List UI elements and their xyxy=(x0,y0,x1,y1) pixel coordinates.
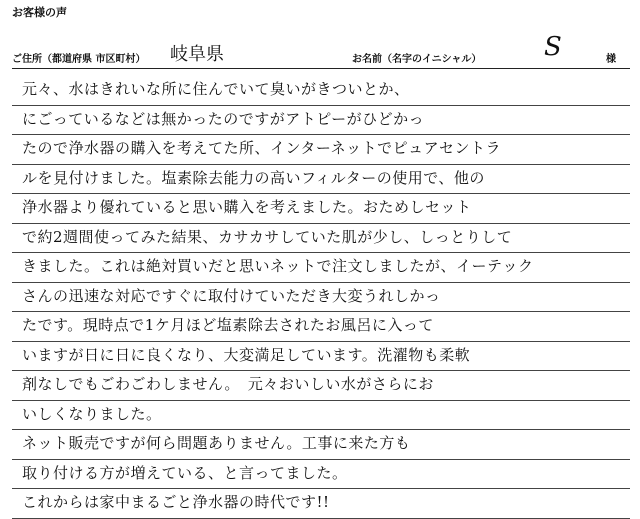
testimonial-line: で約2週間使ってみた結果、カサカサしていた肌が少し、しっとりして xyxy=(12,224,630,254)
testimonial-line: 取り付ける方が増えている、と言ってました。 xyxy=(12,460,630,490)
customer-info-row xyxy=(12,26,630,69)
form-title: お客様の声 xyxy=(12,6,67,19)
honorific-label: 様 xyxy=(606,54,616,65)
address-value: 岐阜県 xyxy=(170,44,224,65)
testimonial-line: いしくなりました。 xyxy=(12,401,630,431)
testimonial-line: ネット販売ですが何ら問題ありません。工事に来た方も xyxy=(12,430,630,460)
testimonial-line: 浄水器より優れていると思い購入を考えました。おためしセット xyxy=(12,194,630,224)
testimonial-line: きました。これは絶対買いだと思いネットで注文しましたが、イーテック xyxy=(12,253,630,283)
address-label: ご住所（都道府県 市区町村） xyxy=(12,54,146,65)
testimonial-line: たので浄水器の購入を考えてた所、インターネットでピュアセントラ xyxy=(12,135,630,165)
testimonial-body xyxy=(12,76,630,519)
name-label: お名前（名字のイニシャル） xyxy=(352,54,482,65)
testimonial-line: 剤なしでもごわごわしません。 元々おいしい水がさらにお xyxy=(12,371,630,401)
testimonial-line: たです。現時点で1ケ月ほど塩素除去されたお風呂に入って xyxy=(12,312,630,342)
testimonial-line: さんの迅速な対応ですぐに取付けていただき大変うれしかっ xyxy=(12,283,630,313)
testimonial-line: 元々、水はきれいな所に住んでいて臭いがきついとか、 xyxy=(12,76,630,106)
testimonial-line: これからは家中まるごと浄水器の時代です!! xyxy=(12,489,630,519)
testimonial-form xyxy=(12,4,630,511)
testimonial-line: ルを見付けました。塩素除去能力の高いフィルターの使用で、他の xyxy=(12,165,630,195)
name-value: S xyxy=(544,32,562,62)
testimonial-line: いますが日に日に良くなり、大変満足しています。洗濯物も柔軟 xyxy=(12,342,630,372)
testimonial-line: にごっているなどは無かったのですがアトピーがひどかっ xyxy=(12,106,630,136)
